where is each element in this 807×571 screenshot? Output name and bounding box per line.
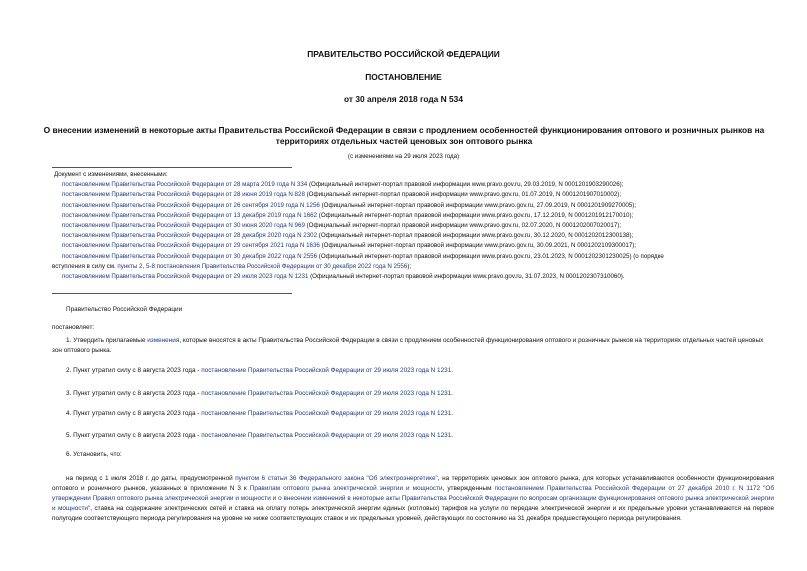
amendment-source: (Официальный интернет-портал правовой информации www.pravo.gov.ru, 17.12.2019, N 0001201912170010);	[317, 211, 634, 219]
paragraph-1	[52, 336, 774, 356]
amendments-intro: Документ с изменениями, внесенными:	[54, 171, 168, 178]
paragraph-6-text	[52, 474, 774, 524]
resolution-1172-link[interactable]: постановлением Правительства Российской Федерации от 27 декабря 2010 г. N 1172 "Об утверждении Правил оптового рынка электрической энергии и мощности и о внесении изменений в некоторые акты Правительства Российской Федерации по вопросам организации функционирования оптового рынка электрической энергии и мощности"	[52, 485, 775, 512]
paragraph-text: 2. Пункт утратил силу с 8 августа 2023 года -	[66, 367, 202, 374]
paragraph-text: , ставка на содержание электрических сетей и ставка на оплату потерь электрической энергии единых (котловых) тарифов на услуги по передаче электрической энергии и их предельные уровни устанавливаются на первое полугодие соответствующего периода регулирования на уровне не ниже соответствующих ставок и их предельных уровней, действующих по состоянию на 31 декабря предшествующего периода регулирования.	[52, 505, 774, 522]
amendment-source: (Официальный интернет-портал правовой информации www.pravo.gov.ru, 02.07.2020, N 0001202007020017);	[304, 222, 622, 230]
amendment-item-continuation	[52, 262, 774, 272]
amendments-list	[52, 170, 774, 282]
paragraph-text: .	[451, 410, 454, 417]
paragraph-text: .	[451, 390, 454, 397]
amendment-link[interactable]: постановлением Правительства Российской Федерации от 30 июня 2020 года N 969	[62, 222, 305, 230]
paragraph-text: .	[451, 432, 454, 439]
amendment-link[interactable]: постановлением Правительства Российской Федерации от 28 июня 2019 года N 828	[62, 191, 305, 199]
amendment-effective-link[interactable]: пункты 2, 5-8 постановления Правительства Российской Федерации от 30 декабря 2022 года N 2556	[117, 262, 408, 270]
paragraph-text: 3. Пункт утратил силу с 8 августа 2023 года -	[66, 390, 202, 397]
amendment-link[interactable]: постановлением Правительства Российской Федерации от 28 марта 2019 года N 334	[62, 181, 308, 189]
paragraph-text: , на территориях ценовых зон оптового рынка, для которых устанавливаются особенности функционирования оптового и розничного рынков, указанных в приложении N 3 к	[52, 475, 774, 492]
amendment-link[interactable]: постановлением Правительства Российской Федерации от 26 сентября 2019 года N 1256	[62, 201, 320, 209]
paragraph-text: , утвержденным	[442, 485, 495, 492]
amendment-item	[52, 201, 774, 211]
document-title: О внесении изменений в некоторые акты Правительства Российской Федерации в связи с продлением особенностей функционирования оптового и розничных рынков на территориях отдельных частей ценовых зон оптового рынка	[43, 125, 765, 146]
market-rules-link[interactable]: Правилам оптового рынка электрической энергии и мощности	[249, 485, 443, 492]
paragraph-6	[52, 450, 774, 460]
repeal-link[interactable]: постановление Правительства Российской Федерации от 29 июля 2023 года N 1231	[201, 390, 452, 397]
amendment-item	[52, 272, 774, 282]
amendment-note-end: );	[407, 262, 412, 270]
top-divider	[52, 167, 292, 168]
bottom-divider	[52, 293, 292, 294]
amendment-item	[52, 221, 774, 231]
amendment-link[interactable]: постановлением Правительства Российской Федерации от 29 сентября 2021 года N 1636	[62, 242, 320, 250]
amendment-source: (Официальный интернет-портал правовой информации www.pravo.gov.ru, 23.01.2023, N 0001202301230025) (о порядке	[317, 252, 664, 260]
paragraph-text: 6. Установить, что:	[66, 451, 122, 458]
paragraph-text: , которые вносятся в акты Правительства Российской Федерации в связи с продлением особенностей функционирования оптового и розничных рынков на территориях отдельных частей ценовых зон оптового рынка.	[52, 337, 764, 354]
decrees-line: постановляет:	[52, 324, 95, 331]
paragraph-text: на период с 1 июля 2018 г. до даты, предусмотренной	[66, 475, 236, 482]
law-link[interactable]: пунктом 6 статьи 36 Федерального закона "Об электроэнергетике"	[235, 475, 438, 482]
paragraph-3	[52, 389, 774, 399]
amendment-item	[52, 180, 774, 190]
amendment-link[interactable]: постановлением Правительства Российской Федерации от 29 июля 2023 года N 1231	[62, 273, 309, 281]
paragraph-text: 4. Пункт утратил силу с 8 августа 2023 года -	[66, 410, 202, 417]
issuer-heading: ПРАВИТЕЛЬСТВО РОССИЙСКОЙ ФЕДЕРАЦИИ	[307, 49, 500, 59]
amendment-item	[52, 211, 774, 221]
paragraph-4	[52, 409, 774, 419]
amendment-source: (Официальный интернет-портал правовой информации www.pravo.gov.ru, 30.09.2021, N 0001202109300017);	[319, 242, 637, 250]
issuer-line: Правительство Российской Федерации	[66, 306, 183, 313]
amendment-source: (Официальный интернет-портал правовой информации www.pravo.gov.ru, 27.09.2019, N 0001201909270005);	[319, 201, 637, 209]
amendment-item	[52, 252, 774, 262]
edition-note: (с изменениями на 29 июля 2023 года)	[347, 153, 460, 160]
paragraph-2	[52, 366, 774, 376]
paragraph-text: 5. Пункт утратил силу с 8 августа 2023 года -	[66, 432, 202, 439]
amendment-item	[52, 241, 774, 251]
repeal-link[interactable]: постановление Правительства Российской Федерации от 29 июля 2023 года N 1231	[201, 367, 452, 374]
document-type-heading: ПОСТАНОВЛЕНИЕ	[365, 72, 442, 82]
amendment-link[interactable]: постановлением Правительства Российской Федерации от 28 декабря 2020 года N 2302	[62, 232, 318, 240]
repeal-link[interactable]: постановление Правительства Российской Федерации от 29 июля 2023 года N 1231	[201, 432, 452, 439]
repeal-link[interactable]: постановление Правительства Российской Федерации от 29 июля 2023 года N 1231	[201, 410, 452, 417]
paragraph-5	[52, 431, 774, 441]
paragraph-text: 1. Утвердить прилагаемые	[66, 337, 148, 344]
amendments-link[interactable]: изменения	[147, 337, 180, 344]
document-date-heading: от 30 апреля 2018 года N 534	[344, 94, 463, 104]
amendment-source: (Официальный интернет-портал правовой информации www.pravo.gov.ru, 31.07.2023, N 0001202307310060).	[308, 273, 625, 281]
amendment-item	[52, 231, 774, 241]
amendment-link[interactable]: постановлением Правительства Российской Федерации от 30 декабря 2022 года N 2556	[62, 252, 318, 260]
amendment-source: (Официальный интернет-портал правовой информации www.pravo.gov.ru, 01.07.2019, N 0001201907010002);	[304, 191, 622, 199]
amendment-source: (Официальный интернет-портал правовой информации www.pravo.gov.ru, 30.12.2020, N 0001202012300138);	[317, 232, 634, 240]
paragraph-text: .	[451, 367, 454, 374]
amendment-item	[52, 190, 774, 200]
amendment-source: (Официальный интернет-портал правовой информации www.pravo.gov.ru, 29.03.2019, N 0001201903290026);	[307, 181, 624, 189]
amendment-link[interactable]: постановлением Правительства Российской Федерации от 13 декабря 2019 года N 1662	[62, 211, 318, 219]
amendment-note: вступления в силу см.	[52, 262, 118, 270]
